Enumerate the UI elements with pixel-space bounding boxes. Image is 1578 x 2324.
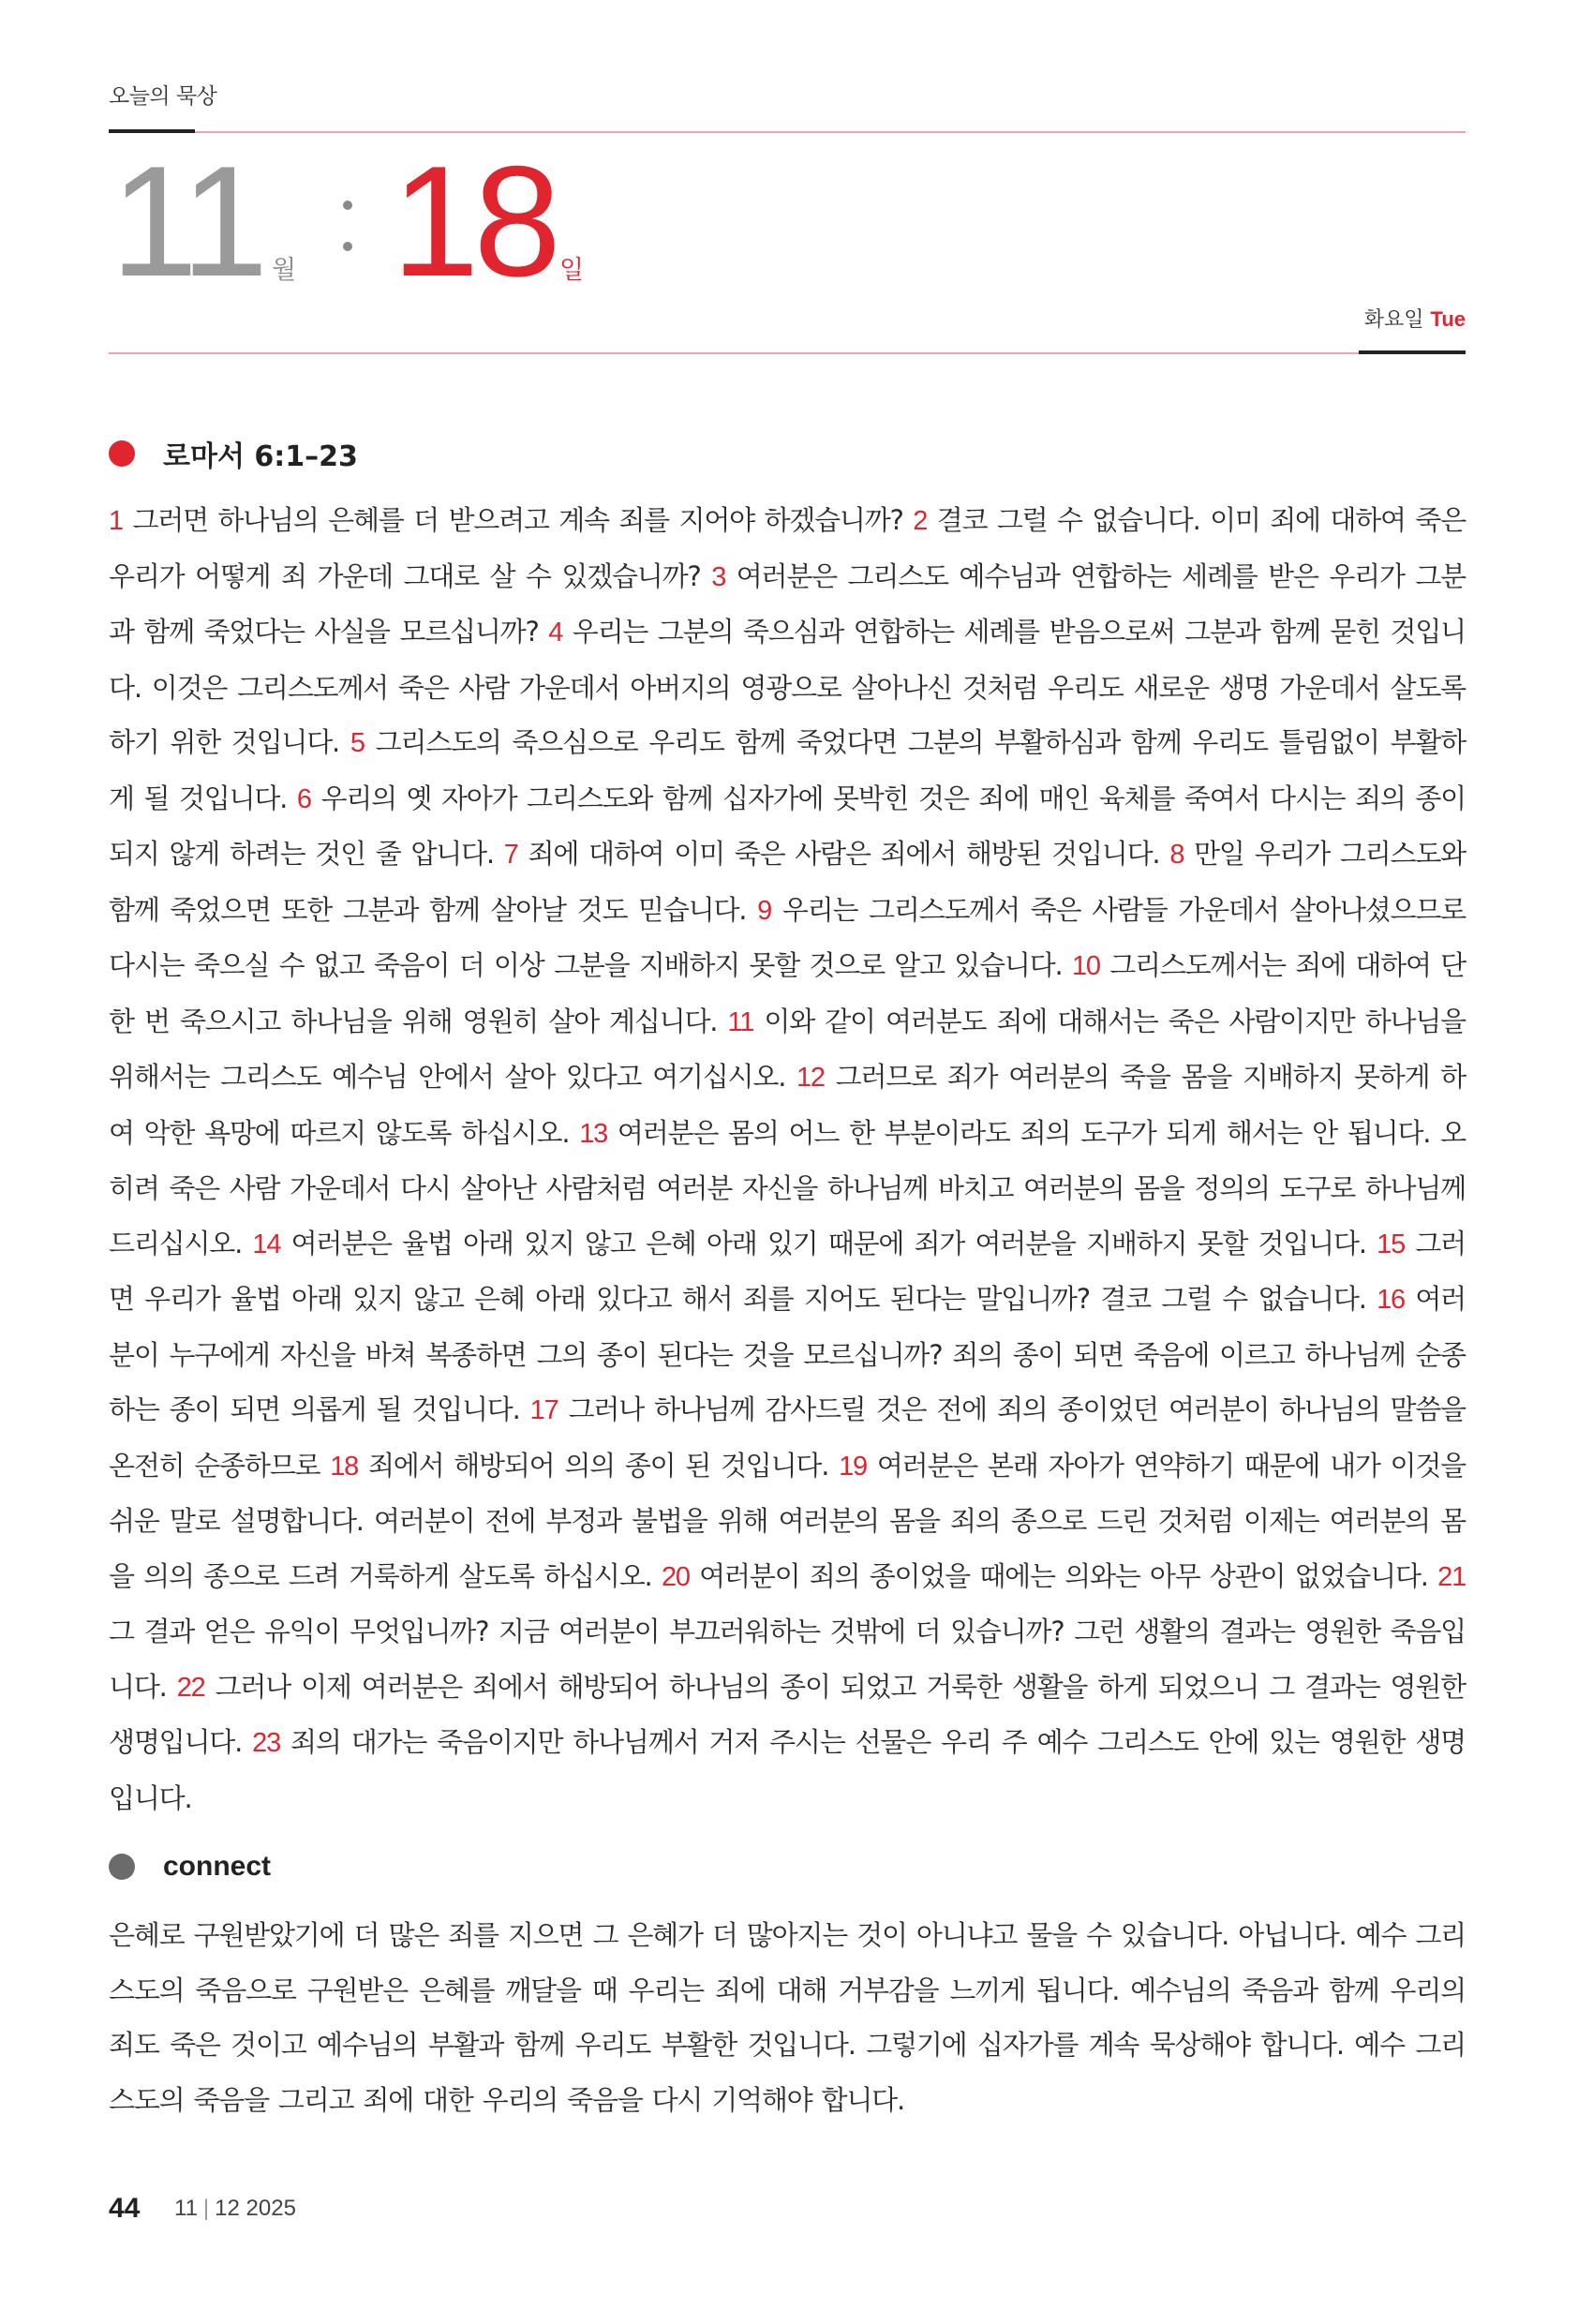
verse-text: 여러분은 본래 자아가 연약하기 때문에 내가 이것을 쉬운 말로 설명합니다. 여러분이 전에 부정과 불법을 위해 여러분의 몸을 죄의 종으로 드린 것처럼 이제는 여러분의 몸을 의의 종으로 드려 거룩하게 살도록 하십시오. <box>109 1449 1466 1592</box>
top-rule <box>109 131 1466 133</box>
verse-text: 그리스도의 죽으심으로 우리도 함께 죽었다면 그분의 부활하심과 함께 우리도 틀림없이 부활하게 될 것입니다. <box>109 726 1466 814</box>
verse-number: 11 <box>727 1006 754 1037</box>
verse-text: 그 결과 얻은 유익이 무엇입니까? 지금 여러분이 부끄러워하는 것밖에 더 있습니까? 그런 생활의 결과는 영원한 죽음입니다. <box>109 1616 1466 1703</box>
verse-number: 18 <box>330 1451 359 1482</box>
scripture-bullet-icon <box>109 440 135 467</box>
verse-text: 죄에 대하여 이미 죽은 사람은 죄에서 해방된 것입니다. <box>528 838 1160 870</box>
verse-text: 그러면 하나님의 은혜를 더 받으려고 계속 죄를 지어야 하겠습니까? <box>132 504 903 536</box>
verse-number: 13 <box>579 1118 608 1149</box>
scripture-text <box>109 493 1466 1825</box>
verse-text: 우리는 그분의 죽으심과 연합하는 세례를 받음으로써 그분과 함께 묻힌 것입니다. 이것은 그리스도께서 죽은 사람 가운데서 아버지의 영광으로 살아나신 것처럼 우리도 새로운 생명 가운데서 살도록 하기 위한 것입니다. <box>109 616 1466 758</box>
month-unit: 월 <box>272 256 297 285</box>
verse-text: 여러분이 죄의 종이었을 때에는 의와는 아무 상관이 없었습니다. <box>699 1559 1428 1592</box>
verse-number: 22 <box>176 1672 205 1703</box>
verse-number: 10 <box>1071 951 1100 981</box>
verse-number: 2 <box>913 506 928 536</box>
issue-month: 11 <box>174 2196 198 2221</box>
verse-number: 7 <box>503 840 518 870</box>
connect-bullet-icon <box>109 1854 135 1880</box>
day-unit: 일 <box>559 256 585 285</box>
weekday-ko: 화요일 <box>1363 308 1424 332</box>
verse-number: 6 <box>296 783 311 814</box>
header-bottom-rule <box>109 352 1466 354</box>
colon-dot-bottom <box>343 242 352 251</box>
verse-number: 20 <box>661 1561 690 1592</box>
verse-text: 그러므로 죄가 여러분의 죽을 몸을 지배하지 못하게 하여 악한 욕망에 따르지 않도록 하십시오. <box>109 1061 1466 1149</box>
verse-number: 8 <box>1169 840 1184 870</box>
colon-dot-top <box>343 201 352 210</box>
weekday-en: Tue <box>1430 307 1466 331</box>
connect-body: 은혜로 구원받았기에 더 많은 죄를 지으면 그 은혜가 더 많아지는 것이 아니냐고 물을 수 있습니다. 아닙니다. 예수 그리스도의 죽음으로 구원받은 은혜를 깨달을 때 우리는 죄에 대해 거부감을 느끼게 됩니다. 예수님의 죽음과 함께 우리의 죄도 죽은 것이고 예수님의 부활과 함께 우리도 부활한 것입니다. 그렇기에 십자가를 계속 묵상해야 합니다. 예수 그리스도의 죽음을 그리고 죄에 대한 우리의 죽음을 다시 기억해야 합니다. <box>109 1919 1466 2116</box>
verse-text: 그러나 이제 여러분은 죄에서 해방되어 하나님의 종이 되었고 거룩한 생활을 하게 되었으니 그 결과는 영원한 생명입니다. <box>109 1670 1466 1758</box>
verse-text: 만일 우리가 그리스도와 함께 죽었으면 또한 그분과 함께 살아날 것도 믿습니다. <box>109 838 1466 926</box>
weekday <box>1359 304 1466 333</box>
section-label: 오늘의 묵상 <box>109 84 217 109</box>
verse-number: 15 <box>1377 1229 1406 1259</box>
header-bottom-rule-accent <box>1359 350 1466 354</box>
verse-number: 21 <box>1437 1561 1466 1592</box>
verse-text: 여러분이 누구에게 자신을 바쳐 복종하면 그의 종이 된다는 것을 모르십니까? 죄의 종이 되면 죽음에 이르고 하나님께 순종하는 종이 되면 의롭게 될 것입니다. <box>109 1283 1466 1425</box>
page-number: 44 <box>109 2193 141 2224</box>
verse-number: 23 <box>252 1728 280 1758</box>
verse-text: 그러나 하나님께 감사드릴 것은 전에 죄의 종이었던 여러분이 하나님의 말씀을 온전히 순종하므로 <box>109 1393 1466 1482</box>
verse-number: 16 <box>1377 1285 1405 1315</box>
issue-separator: | <box>202 2196 210 2221</box>
scripture-reference: 로마서 6:1–23 <box>163 440 358 473</box>
verse-text: 여러분은 몸의 어느 한 부분이라도 죄의 도구가 되게 해서는 안 됩니다. 오히려 죽은 사람 가운데서 다시 살아난 사람처럼 여러분 자신을 하나님께 바치고 여러분의 몸을 정의의 도구로 하나님께 드리십시오. <box>109 1116 1466 1259</box>
verse-number: 12 <box>796 1063 825 1093</box>
verse-text: 여러분은 그리스도 예수님과 연합하는 세례를 받은 우리가 그분과 함께 죽었다는 사실을 모르십니까? <box>109 559 1466 648</box>
verse-number: 19 <box>839 1451 867 1482</box>
verse-text: 그리스도께서는 죄에 대하여 단 한 번 죽으시고 하나님을 위해 영원히 살아 계십니다. <box>109 949 1466 1037</box>
verse-number: 1 <box>109 506 123 536</box>
verse-number: 3 <box>711 561 726 592</box>
verse-number: 5 <box>350 728 365 758</box>
verse-text: 결코 그럴 수 없습니다. 이미 죄에 대하여 죽은 우리가 어떻게 죄 가운데 그대로 살 수 있겠습니까? <box>109 504 1466 592</box>
verse-number: 9 <box>757 895 772 926</box>
verse-text: 여러분은 율법 아래 있지 않고 은혜 아래 있기 때문에 죄가 여러분을 지배하지 못할 것입니다. <box>290 1227 1366 1259</box>
verse-text: 죄의 대가는 죽음이지만 하나님께서 거저 주시는 선물은 우리 주 예수 그리스도 안에 있는 영원한 생명입니다. <box>109 1726 1466 1814</box>
verse-text: 죄에서 해방되어 의의 종이 된 것입니다. <box>367 1449 829 1482</box>
verse-text: 이와 같이 여러분도 죄에 대해서는 죽은 사람이지만 하나님을 위해서는 그리스도 예수님 안에서 살아 있다고 여기십시오. <box>109 1005 1466 1093</box>
issue-year: 12 2025 <box>215 2196 296 2221</box>
verse-text: 우리는 그리스도께서 죽은 사람들 가운데서 살아나셨으므로 다시는 죽으실 수 없고 죽음이 더 이상 그분을 지배하지 못할 것으로 알고 있습니다. <box>109 893 1466 981</box>
scripture-heading <box>109 433 358 474</box>
verse-text: 우리의 옛 자아가 그리스도와 함께 십자가에 못박힌 것은 죄에 매인 육체를 죽여서 다시는 죄의 종이 되지 않게 하려는 것인 줄 압니다. <box>109 782 1466 870</box>
day-number: 18 <box>392 133 556 309</box>
verse-number: 14 <box>252 1229 281 1259</box>
issue-date <box>174 2196 296 2222</box>
connect-title: connect <box>163 1851 272 1882</box>
verse-number: 4 <box>548 618 563 648</box>
month-number: 11 <box>111 133 263 309</box>
connect-heading <box>109 1846 271 1887</box>
verse-text: 그러면 우리가 율법 아래 있지 않고 은혜 아래 있다고 해서 죄를 지어도 된다는 말입니까? 결코 그럴 수 없습니다. <box>109 1227 1466 1315</box>
verse-number: 17 <box>529 1395 558 1425</box>
